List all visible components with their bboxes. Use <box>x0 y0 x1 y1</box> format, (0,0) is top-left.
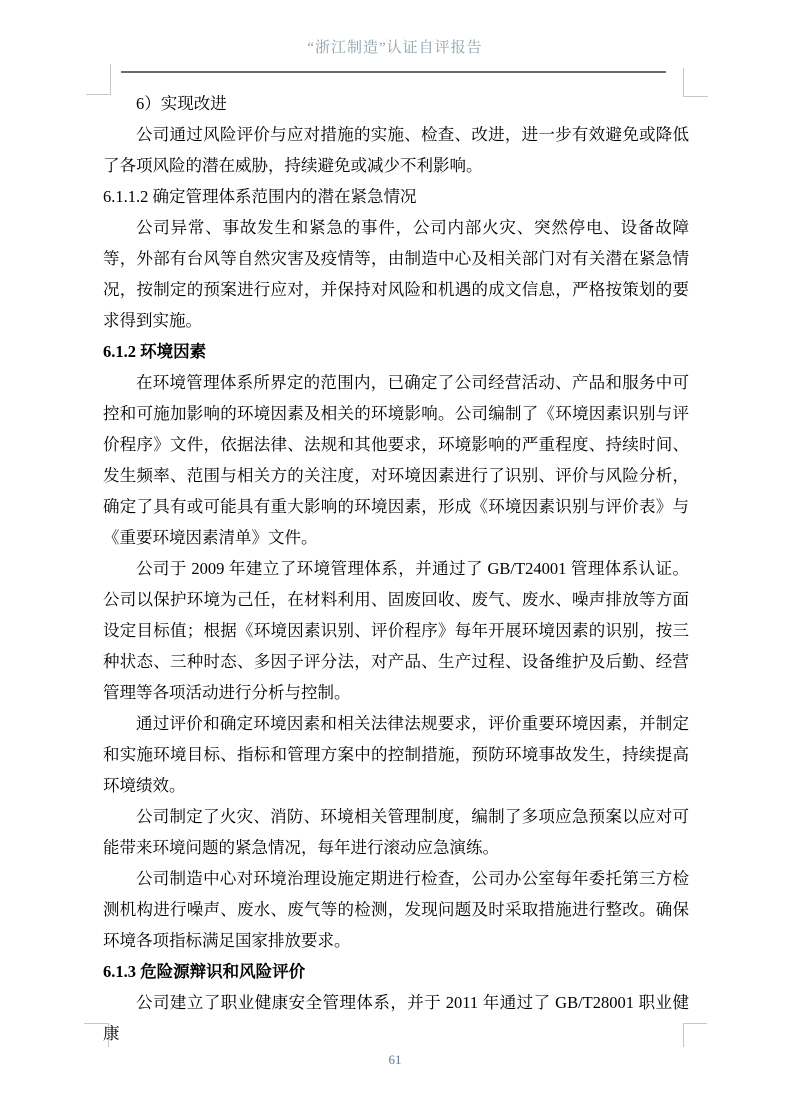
list-line: 6）实现改进 <box>136 94 227 113</box>
page-number: 61 <box>388 1052 402 1067</box>
paragraph: 公司通过风险评价与应对措施的实施、检查、改进，进一步有效避免或降低了各项风险的潜在威胁，持续避免或减少不利影响。 <box>103 125 689 175</box>
paragraph: 通过评价和确定环境因素和相关法律法规要求，评价重要环境因素，并制定和实施环境目标、指标和管理方案中的控制措施，预防环境事故发生，持续提高环境绩效。 <box>103 714 689 795</box>
heading: 6.1.3 危险源辩识和风险评价 <box>103 962 306 981</box>
paragraph: 在环境管理体系所界定的范围内，已确定了公司经营活动、产品和服务中可控和可施加影响的环境因素及相关的环境影响。公司编制了《环境因素识别与评价程序》文件，依据法律、法规和其他要求，环境影响的严重程度、持续时间、发生频率、范围与相关方的关注度，对环境因素进行了识别、评价与风险分析，确定了具有或可能具有重大影响的环境因素，形成《环境因素识别与评价表》与《重要环境因素清单》文件。 <box>103 373 689 547</box>
paragraph: 公司建立了职业健康安全管理体系，并于 2011 年通过了 GB/T28001 职业健康 <box>103 993 689 1043</box>
paragraph: 公司于 2009 年建立了环境管理体系，并通过了 GB/T24001 管理体系认证。公司以保护环境为己任，在材料利用、固废回收、废气、废水、噪声排放等方面设定目标值；根据《环境因素识别、评价程序》每年开展环境因素的识别，按三种状态、三种时态、多因子评分法，对产品、生产过程、设备维护及后勤、经营管理等各项活动进行分析与控制。 <box>103 559 689 702</box>
heading: 6.1.2 环境因素 <box>103 342 207 361</box>
paragraph: 公司异常、事故发生和紧急的事件，公司内部火灾、突然停电、设备故障等，外部有台风等自然灾害及疫情等，由制造中心及相关部门对有关潜在紧急情况，按制定的预案进行应对，并保持对风险和机遇的成文信息，严格按策划的要求得到实施。 <box>103 218 689 330</box>
paragraph: 公司制定了火灾、消防、环境相关管理制度，编制了多项应急预案以应对可能带来环境问题的紧急情况，每年进行滚动应急演练。 <box>103 807 689 857</box>
header-divider <box>121 71 666 73</box>
document-body <box>103 88 689 1049</box>
sub-heading: 6.1.1.2 确定管理体系范围内的潜在紧急情况 <box>103 187 417 206</box>
paragraph: 公司制造中心对环境治理设施定期进行检查，公司办公室每年委托第三方检测机构进行噪声、废水、废气等的检测，发现问题及时采取措施进行整改。确保环境各项指标满足国家排放要求。 <box>103 869 689 950</box>
page-header-title: “浙江制造”认证自评报告 <box>307 40 483 56</box>
